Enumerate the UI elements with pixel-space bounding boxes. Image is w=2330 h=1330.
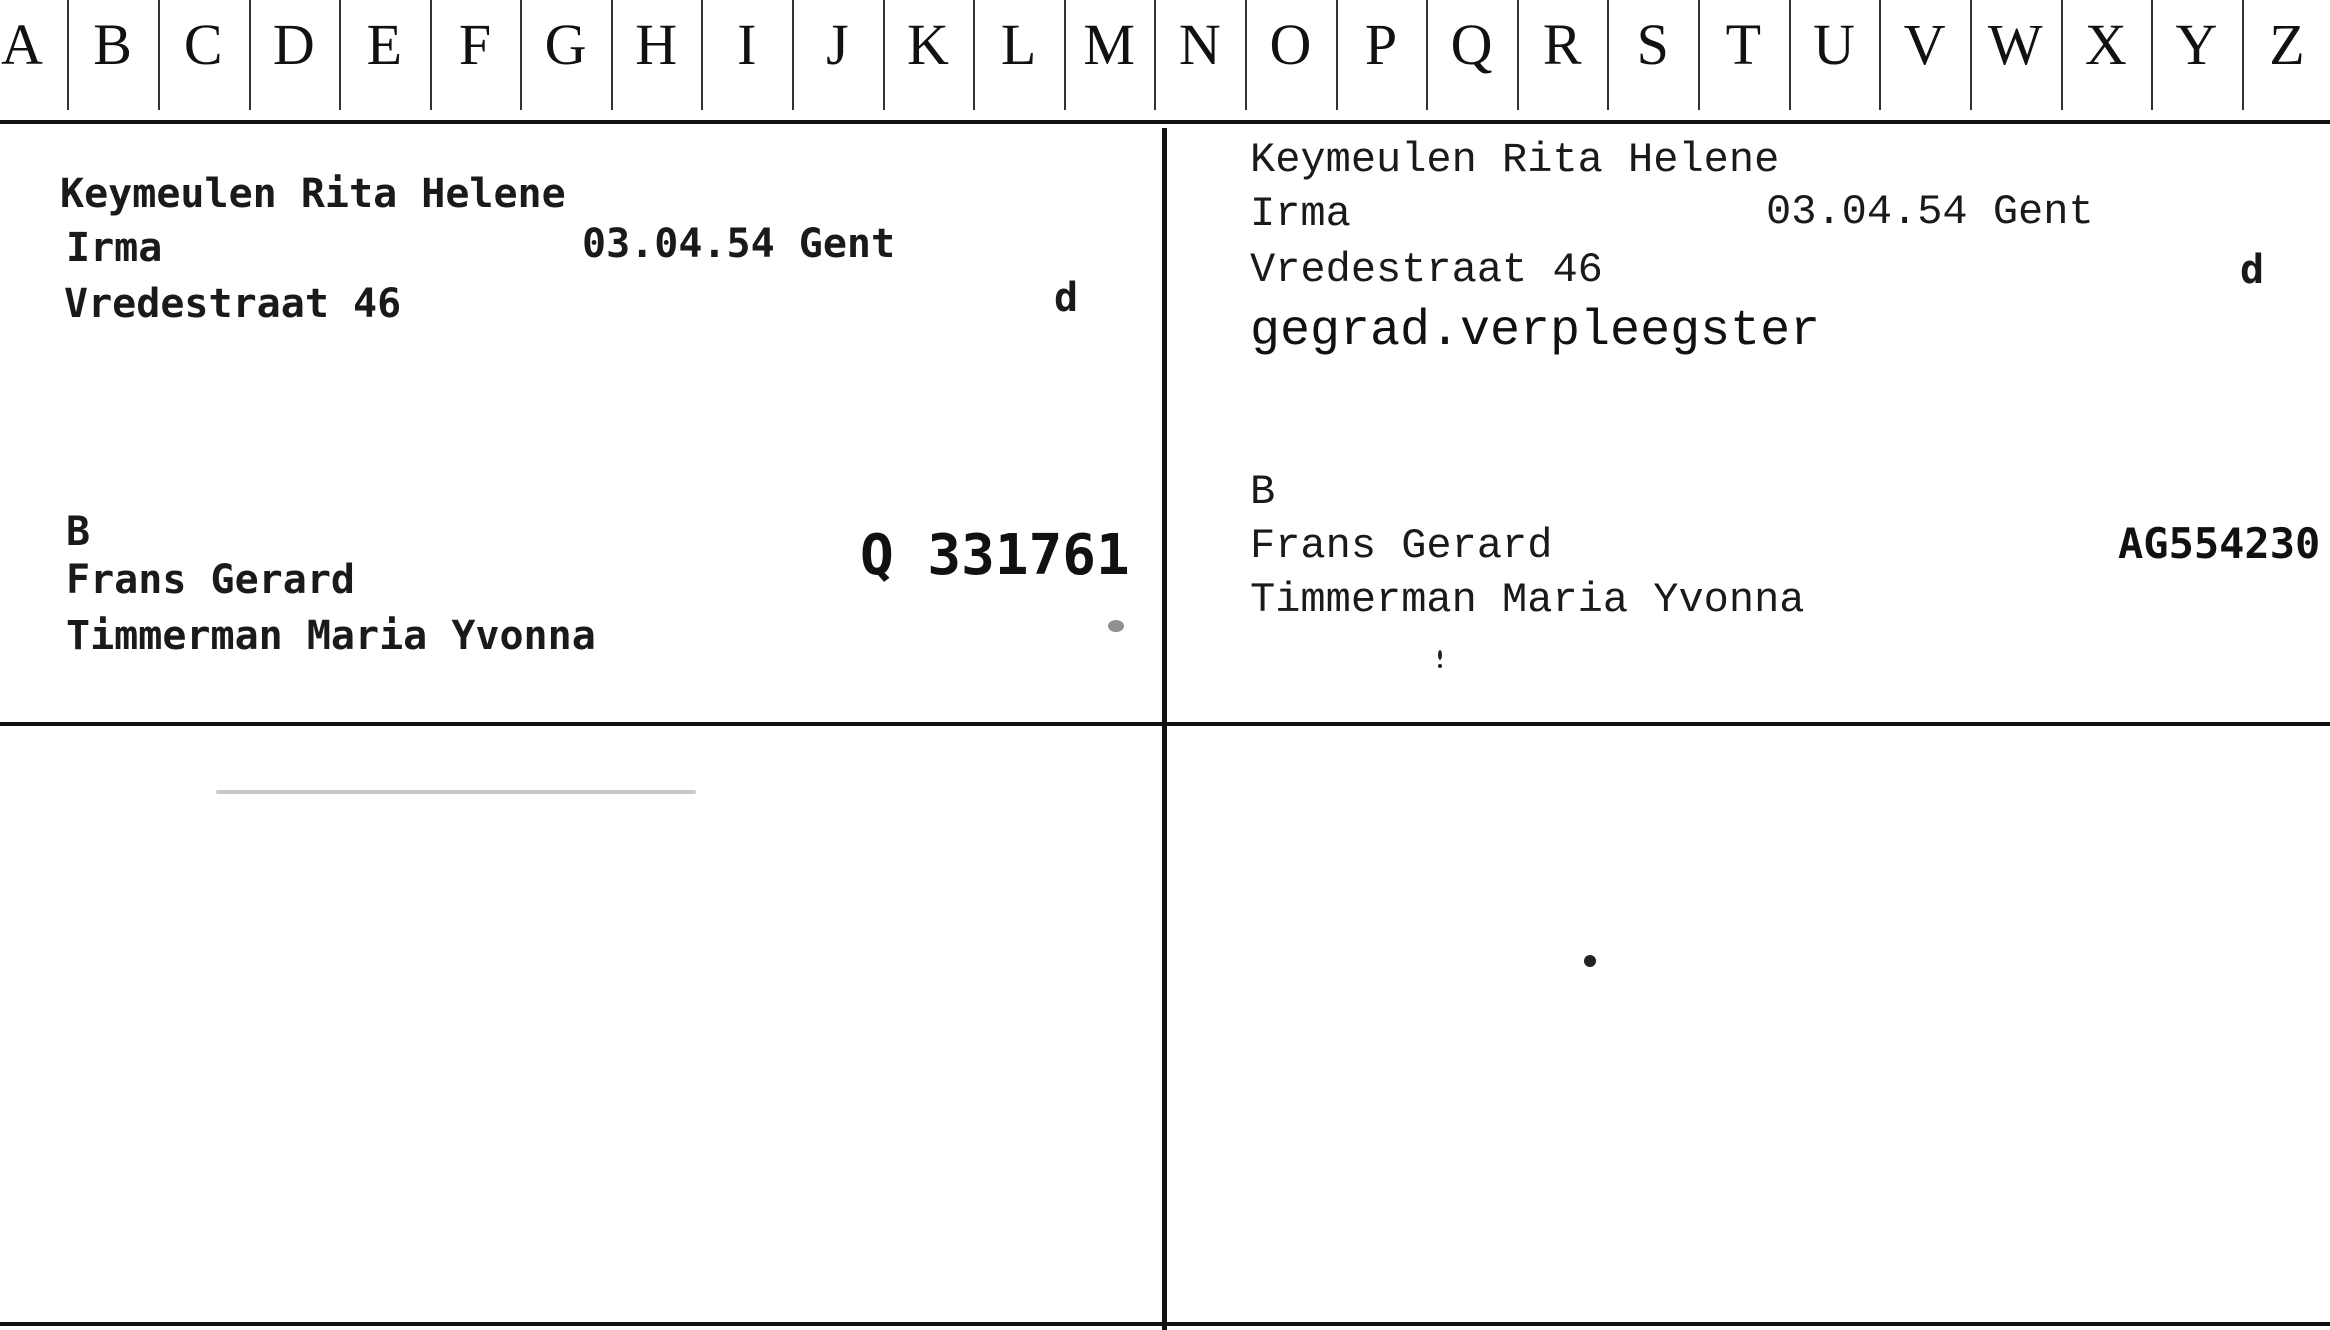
alphabet-letter: X [2084,12,2127,77]
alphabet-tab-p [1336,0,1426,120]
card-vertical-divider [1162,128,1167,1330]
right-card-number: AG554230 [2118,519,2321,568]
right-code-d: d [2240,247,2265,293]
alphabet-tab-i [702,0,792,120]
alphabet-letter: I [737,12,757,77]
alphabet-letter: Q [1450,12,1493,77]
right-father: Frans Gerard [1250,522,1553,570]
right-birth-date-place: 03.04.54 Gent [1766,188,2094,236]
alphabet-tab-z [2242,0,2330,120]
alphabet-letter: P [1364,12,1398,77]
alphabet-tab-c [158,0,248,120]
alphabet-letter: Z [2269,12,2305,77]
alphabet-tab-e [339,0,429,120]
left-given-extra: Irma [66,225,163,271]
alphabet-index-strip [0,0,2330,124]
alphabet-tab-y [2151,0,2241,120]
alphabet-tab-h [611,0,701,120]
alphabet-letter: N [1178,12,1221,77]
left-father: Frans Gerard [66,557,355,603]
alphabet-tab-u [1789,0,1879,120]
alphabet-tab-o [1245,0,1335,120]
alphabet-tab-l [974,0,1064,120]
alphabet-tab-x [2061,0,2151,120]
alphabet-tab-t [1698,0,1788,120]
alphabet-tab-n [1155,0,1245,120]
scan-smudge [216,790,696,794]
alphabet-letter: G [544,12,587,77]
alphabet-tab-d [249,0,339,120]
alphabet-tab-k [883,0,973,120]
right-profession: gegrad.verpleegster [1250,303,1821,360]
right-given-extra: Irma [1250,190,1351,238]
alphabet-letter: H [635,12,678,77]
alphabet-letter: W [1987,12,2043,77]
card-bottom-edge [0,1322,2330,1326]
right-mother: Timmerman Maria Yvonna [1250,576,1805,624]
left-card-number: Q 331761 [860,523,1130,588]
scan-speck [1108,620,1124,632]
alphabet-letter: S [1636,12,1669,77]
alphabet-tab-b [68,0,158,120]
left-birth-date-place: 03.04.54 Gent [582,221,896,267]
alphabet-letter: K [907,12,949,77]
left-address: Vredestraat 46 [64,281,402,327]
alphabet-letter: A [1,12,43,77]
right-category: B [1250,468,1276,516]
alphabet-tab-a [0,0,67,120]
alphabet-letter: E [366,12,403,77]
alphabet-letter: U [1813,12,1855,77]
alphabet-letter: O [1269,12,1312,77]
alphabet-letter: Y [2175,12,2218,77]
right-name-line: Keymeulen Rita Helene [1250,136,1780,184]
left-name-line: Keymeulen Rita Helene [60,171,566,217]
alphabet-letter: F [458,12,492,77]
left-code-d: d [1054,275,1079,321]
alphabet-tab-g [521,0,611,120]
alphabet-letter: C [183,12,223,77]
alphabet-letter: M [1083,12,1135,77]
scan-speck [1438,664,1442,668]
left-mother: Timmerman Maria Yvonna [66,613,596,659]
alphabet-letter: D [272,12,315,77]
alphabet-tab-q [1427,0,1517,120]
right-address: Vredestraat 46 [1250,246,1603,294]
alphabet-tab-r [1517,0,1607,120]
alphabet-letter: V [1903,12,1946,77]
alphabet-tab-w [1970,0,2060,120]
alphabet-letter: L [1000,12,1037,77]
alphabet-letter: B [93,12,132,77]
alphabet-tab-j [792,0,882,120]
alphabet-letter: T [1725,12,1762,77]
scan-speck [1438,650,1442,660]
card-horizontal-divider [0,722,2330,726]
alphabet-tab-v [1880,0,1970,120]
alphabet-letter: J [826,12,849,77]
alphabet-tab-m [1064,0,1154,120]
scan-speck [1584,955,1596,967]
alphabet-tab-s [1608,0,1698,120]
alphabet-letter: R [1542,12,1582,77]
left-category: B [66,509,91,555]
alphabet-tab-f [430,0,520,120]
